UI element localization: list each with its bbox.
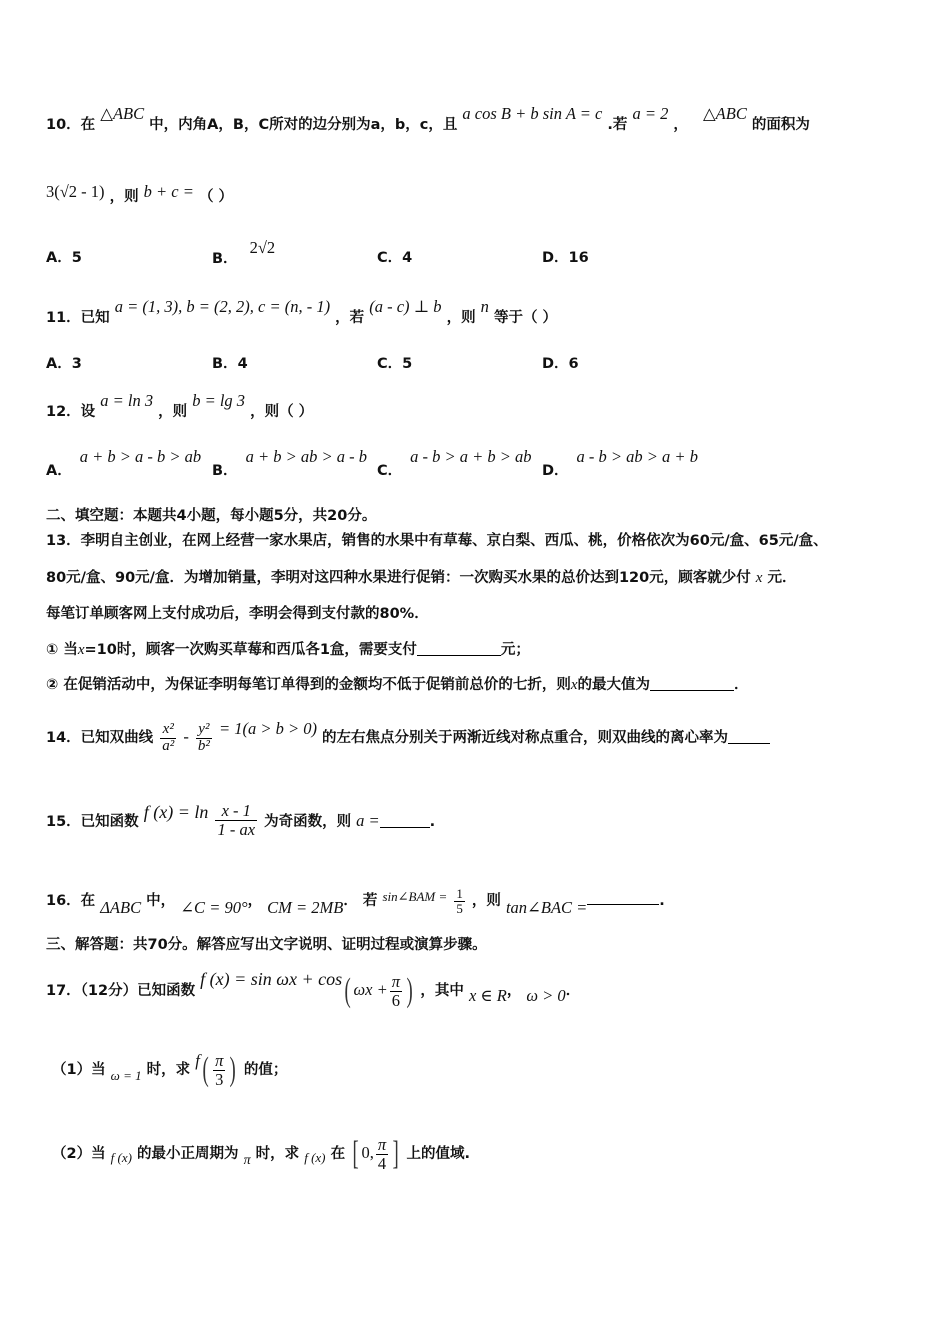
q16-dot: ． (343, 893, 358, 909)
fraction-numerator: y² (198, 720, 210, 737)
q14-fraction-y (196, 722, 212, 755)
q12-option-d[interactable] (542, 447, 698, 481)
option-label: B． (212, 251, 238, 267)
q16-angle: ∠C = 90° (180, 898, 248, 917)
q10-text-2: .若 (607, 117, 628, 133)
option-label: C． (377, 250, 403, 266)
q13-text-2a: 80元/盒、90元/盒．为增加销量，李明对这四种水果进行促销：一次购买水果的总价达到120元，顾客就少付 (46, 570, 751, 586)
option-label: D． (542, 463, 569, 479)
q10-option-a[interactable] (46, 248, 82, 268)
q13-answer-blank-1[interactable] (417, 640, 501, 656)
q10-paren: （ ） (198, 189, 234, 205)
q13-line5 (46, 675, 749, 695)
q11-vectors: a = (1, 3), b = (2, 2), c = (n, - 1) (114, 297, 331, 316)
fraction-denominator: 3 (215, 1069, 224, 1089)
q16-answer-blank[interactable] (587, 889, 659, 905)
q14-minus: - (183, 727, 189, 746)
q14-text: 的左右焦点分别关于两渐近线对称点重合，则双曲线的离心率为 (322, 730, 729, 746)
q17-domain: x ∈ R (468, 986, 507, 1005)
option-value: 3 (71, 356, 82, 372)
fraction-numerator: π (377, 1135, 387, 1155)
option-label: B． (212, 463, 238, 479)
q15-fraction (215, 802, 257, 838)
q16-triangle: ΔABC (100, 898, 142, 917)
q17-p2-f2: f (x) (304, 1150, 326, 1165)
q17-p2-f: f (x) (110, 1150, 132, 1165)
q12-option-a[interactable] (46, 447, 202, 481)
q10-a-value: a = 2 (632, 104, 669, 123)
q13-text-4c: 元； (500, 642, 530, 658)
q14-answer-blank[interactable] (728, 728, 770, 744)
q13-text-5b: 的最大值为 (577, 677, 650, 693)
q10-text-4: ，则 (109, 189, 139, 205)
q10-option-b[interactable] (212, 238, 276, 269)
q10-triangle: △ABC (100, 104, 145, 123)
fraction-numerator: 1 (456, 885, 463, 901)
q15-a: a = (356, 811, 380, 830)
q16-tan: tan∠BAC = (505, 898, 588, 917)
q17-part-2 (52, 1127, 470, 1179)
fraction-denominator: 1 - ax (217, 819, 256, 839)
option-label: A． (46, 356, 72, 372)
option-label: C． (377, 356, 403, 372)
q12-line1 (46, 391, 314, 422)
q13-var-x: x (755, 570, 763, 586)
q10-text-3: 的面积为 (751, 117, 810, 133)
q13-text-4b: =10时，顾客一次购买草莓和西瓜各1盒，需要支付 (84, 642, 417, 658)
q17-p2-fraction (376, 1136, 388, 1172)
q17-p1-text-a: （1）当 (52, 1062, 106, 1078)
q13-line4 (46, 640, 530, 660)
q12-option-b[interactable] (212, 447, 367, 481)
q17-p2-right-bracket: ] (392, 1135, 399, 1172)
q10-option-d[interactable] (542, 248, 589, 268)
q12-options (0, 447, 950, 484)
q16-fraction (454, 887, 465, 915)
q13-var-x: x (77, 642, 85, 658)
q17-line (46, 964, 580, 1014)
q17-dot: ． (565, 983, 581, 999)
option-value: a - b > a + b > ab (410, 447, 532, 466)
q13-line3: 每笔订单顾客网上支付成功后，李明会得到支付款的80%． (46, 606, 429, 622)
q10-option-c[interactable] (377, 248, 412, 268)
q13-line2 (46, 568, 797, 588)
q10-triangle-2: △ABC (702, 104, 747, 123)
fraction-denominator: 5 (456, 900, 463, 916)
q11-option-a[interactable] (46, 354, 82, 374)
option-label: C． (377, 463, 403, 479)
q13-text-5c: ． (734, 677, 749, 693)
q12-b: b = lg 3 (192, 391, 246, 410)
q17-p2-text-a: （2）当 (52, 1146, 106, 1162)
q17-p2-text-e: 上的值域. (406, 1146, 471, 1162)
option-label: B． (212, 356, 238, 372)
q17-text-1: ，其中 (420, 983, 464, 999)
option-value: 5 (71, 250, 82, 266)
section-3-heading: 三、解答题：共70分。解答应写出文字说明、证明过程或演算步骤。 (46, 937, 487, 953)
option-value: 4 (237, 356, 248, 372)
option-value: a + b > ab > a - b (245, 447, 367, 466)
q13-answer-blank-2[interactable] (650, 675, 734, 691)
q17-p1-f: f (195, 1051, 200, 1070)
q17-inner: ωx + (353, 980, 388, 999)
fraction-denominator: 6 (391, 990, 400, 1010)
q10-number: 10．在 (46, 117, 96, 133)
option-label: D． (542, 250, 569, 266)
q17-p2-left-bracket: [ (352, 1135, 359, 1172)
q11-options (0, 354, 950, 378)
option-value: 6 (568, 356, 579, 372)
q17-fraction (390, 973, 402, 1009)
q10-line1 (46, 104, 810, 135)
q11-text-3: 等于（ ） (493, 310, 558, 326)
q13-text-5a: ② 在促销活动中，为保证李明每笔订单得到的金额均不低于促销前总价的七折，则 (46, 677, 571, 693)
q11-line1 (46, 297, 558, 328)
q17-p1-fraction (213, 1052, 225, 1088)
q10-comma: ， (673, 117, 688, 133)
q14-fraction-x (160, 722, 176, 755)
fraction-denominator: 4 (377, 1153, 387, 1173)
q13-line1: 13．李明自主创业，在网上经营一家水果店，销售的水果中有草莓、京白梨、西瓜、桃，价格依次为60元/盒、65元/盒、 (46, 533, 828, 549)
q17-p2-text-d: 在 (330, 1146, 346, 1162)
q17-right-paren: ) (406, 972, 413, 1009)
q11-option-c[interactable] (377, 354, 412, 374)
q10-text-1: 中，内角A，B，C所对的边分别为a，b，c，且 (149, 117, 458, 133)
option-label: A． (46, 463, 72, 479)
option-value: a - b > ab > a + b (576, 447, 698, 466)
q14-number: 14．已知双曲线 (46, 730, 154, 746)
q12-text-1: ，则 (158, 404, 188, 420)
q10-area: 3(√2 - 1) (46, 182, 105, 201)
q11-option-d[interactable] (542, 354, 579, 374)
fraction-numerator: π (215, 1051, 224, 1071)
q17-part-1 (52, 1043, 287, 1095)
q16-comma: ， (247, 893, 263, 909)
q11-n: n (480, 297, 489, 316)
q11-option-b[interactable] (212, 354, 248, 374)
fraction-numerator: x - 1 (221, 801, 251, 821)
q17-p1-left-paren: ( (202, 1051, 209, 1088)
fraction-numerator: x² (162, 720, 174, 737)
q16-end: . (659, 893, 665, 909)
q13-var-x: x (570, 677, 578, 693)
option-value: 4 (402, 250, 413, 266)
q16-cm: CM = 2MB (267, 898, 344, 917)
q17-function: f (x) = sin ωx + cos (200, 969, 343, 989)
q16-text-1: 中， (146, 893, 176, 909)
section-2-heading: 二、填空题：本题共4小题，每小题5分，共20分。 (46, 508, 377, 524)
q15-text: 为奇函数，则 (264, 814, 352, 830)
q16-line (46, 878, 665, 922)
q15-answer-blank[interactable] (380, 812, 430, 828)
q10-line2 (46, 182, 234, 207)
option-value: a + b > a - b > ab (79, 447, 202, 466)
q14-equation-rest: = 1(a > b > 0) (218, 719, 317, 738)
q13-text-2b: 元． (767, 570, 797, 586)
q10-ask: b + c = (143, 182, 194, 201)
q11-number: 11．已知 (46, 310, 110, 326)
option-value: 2√2 (249, 238, 276, 257)
q12-option-c[interactable] (377, 447, 532, 481)
option-label: D． (542, 356, 569, 372)
q17-p1-text-b: 时，求 (146, 1062, 191, 1078)
q16-text-2: 若 (362, 893, 378, 909)
q17-p2-text-b: 的最小正周期为 (137, 1146, 239, 1162)
q16-number: 16．在 (46, 893, 96, 909)
q12-a: a = ln 3 (100, 391, 154, 410)
q17-p2-pi: π (243, 1153, 251, 1168)
q12-number: 12．设 (46, 404, 96, 420)
q17-number: 17．（12分）已知函数 (46, 983, 196, 999)
q16-text-3: ，则 (471, 893, 501, 909)
q17-p2-left: 0, (361, 1143, 374, 1162)
q17-p1-right-paren: ) (229, 1051, 237, 1088)
q15-function: f (x) = ln (143, 802, 209, 822)
q15-line (46, 792, 435, 848)
q13-text-4a: ① 当 (46, 642, 78, 658)
q10-options (0, 238, 950, 272)
q17-comma: ， (506, 983, 522, 999)
fraction-denominator: b² (197, 737, 210, 754)
fraction-numerator: π (391, 972, 400, 992)
fraction-denominator: a² (162, 737, 175, 754)
option-value: 16 (568, 250, 589, 266)
q17-omega-positive: ω > 0 (526, 986, 566, 1005)
q17-left-paren: ( (344, 972, 351, 1009)
q14-line (46, 712, 770, 762)
option-value: 5 (402, 356, 413, 372)
q15-number: 15．已知函数 (46, 814, 139, 830)
option-label: A． (46, 250, 72, 266)
q15-end: . (429, 814, 436, 830)
q11-text-1: ，若 (335, 310, 365, 326)
q17-p1-omega: ω = 1 (110, 1068, 142, 1083)
q17-p1-text-c: 的值； (243, 1062, 288, 1078)
q12-text-2: ，则（ ） (250, 404, 314, 420)
q11-perp: (a - c) ⊥ b (369, 297, 442, 316)
q10-condition: a cos B + b sin A = c (462, 104, 603, 123)
q17-p2-text-c: 时，求 (255, 1146, 300, 1162)
q11-text-2: ，则 (446, 310, 476, 326)
q16-sin: sin∠BAM = (382, 889, 448, 904)
